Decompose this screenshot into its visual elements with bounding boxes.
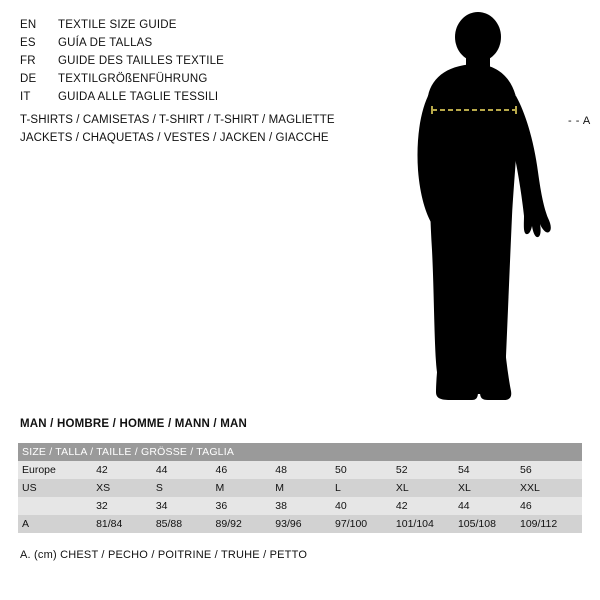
- language-text: GUIDE DES TAILLES TEXTILE: [58, 55, 225, 67]
- cell: 36: [216, 497, 276, 515]
- cell: 38: [275, 497, 335, 515]
- cell: 56: [520, 461, 582, 479]
- language-row: [20, 16, 380, 34]
- cell: XS: [96, 479, 156, 497]
- language-list: [20, 16, 380, 106]
- row-label: [18, 497, 96, 515]
- cell: 42: [96, 461, 156, 479]
- table-header-label: SIZE / TALLA / TAILLE / GRÖSSE / TAGLIA: [18, 443, 582, 461]
- language-row: [20, 88, 380, 106]
- cell: 89/92: [216, 515, 276, 533]
- category-jackets: JACKETS / CHAQUETAS / VESTES / JACKEN / GIACCHE: [20, 132, 329, 144]
- table-row: [18, 497, 582, 515]
- cell: XL: [396, 479, 458, 497]
- table-header-row: [18, 443, 582, 461]
- language-row: [20, 52, 380, 70]
- cell: L: [335, 479, 396, 497]
- row-label: US: [18, 479, 96, 497]
- language-code: EN: [20, 19, 37, 31]
- cell: 101/104: [396, 515, 458, 533]
- row-label: A: [18, 515, 96, 533]
- measurement-footnote: A. (cm) CHEST / PECHO / POITRINE / TRUHE / PETTO: [20, 549, 308, 561]
- cell: 48: [275, 461, 335, 479]
- cell: 93/96: [275, 515, 335, 533]
- category-tshirts: T-SHIRTS / CAMISETAS / T-SHIRT / T-SHIRT / MAGLIETTE: [20, 114, 335, 126]
- cell: M: [275, 479, 335, 497]
- table-row: [18, 461, 582, 479]
- garment-category-list: [20, 111, 335, 147]
- cell: 46: [216, 461, 276, 479]
- cell: 81/84: [96, 515, 156, 533]
- cell: 32: [96, 497, 156, 515]
- cell: 46: [520, 497, 582, 515]
- cell: 40: [335, 497, 396, 515]
- male-silhouette-icon: [400, 10, 595, 410]
- table-title: MAN / HOMBRE / HOMME / MANN / MAN: [20, 418, 248, 430]
- cell: 42: [396, 497, 458, 515]
- language-code: DE: [20, 73, 37, 85]
- cell: S: [156, 479, 216, 497]
- language-code: FR: [20, 55, 36, 67]
- language-row: [20, 34, 380, 52]
- language-code: ES: [20, 37, 36, 49]
- cell: 85/88: [156, 515, 216, 533]
- cell: M: [216, 479, 276, 497]
- table-row: [18, 479, 582, 497]
- language-code: IT: [20, 91, 31, 103]
- cell: 105/108: [458, 515, 520, 533]
- row-label: Europe: [18, 461, 96, 479]
- cell: 44: [458, 497, 520, 515]
- measure-marker-label: - - A: [568, 115, 591, 127]
- table-row: [18, 515, 582, 533]
- cell: 52: [396, 461, 458, 479]
- cell: XXL: [520, 479, 582, 497]
- language-text: GUÍA DE TALLAS: [58, 37, 153, 49]
- cell: 97/100: [335, 515, 396, 533]
- language-text: TEXTILE SIZE GUIDE: [58, 19, 177, 31]
- language-row: [20, 70, 380, 88]
- cell: 44: [156, 461, 216, 479]
- body-figure: [400, 10, 595, 410]
- cell: 50: [335, 461, 396, 479]
- cell: 34: [156, 497, 216, 515]
- cell: XL: [458, 479, 520, 497]
- cell: 54: [458, 461, 520, 479]
- cell: 109/112: [520, 515, 582, 533]
- language-text: TEXTILGRÖßENFÜHRUNG: [58, 73, 208, 85]
- language-text: GUIDA ALLE TAGLIE TESSILI: [58, 91, 219, 103]
- size-table: [18, 443, 582, 533]
